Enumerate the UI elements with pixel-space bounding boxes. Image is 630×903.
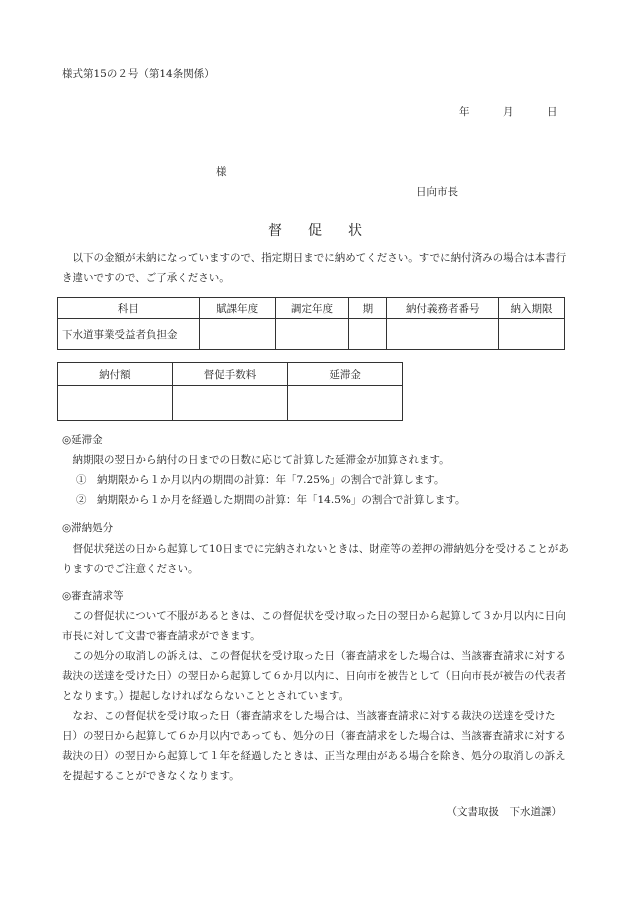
header-due-date: 納入期限 bbox=[499, 298, 565, 319]
table-row bbox=[58, 386, 403, 421]
header-determination-year: 調定年度 bbox=[275, 298, 349, 319]
cell-period bbox=[349, 319, 387, 350]
late-fee-item-1: ① 納期限から１か月以内の期間の計算：年「7.25%」の割合で計算します。 bbox=[76, 474, 445, 486]
review-paragraph-3: なお、この督促状を受け取った日（審査請求をした場合は、当該審査請求に対する裁決の送達を受けた日）の翌日から起算して６か月以内であっても、処分の日（審査請求をした場合は、当該審査請求に対する裁決の日）の翌日から起算して１年を経過したときは、正当な理由がある場合を除き、処分の取消しの訴えを提起することができなくなります。 bbox=[62, 710, 566, 782]
intro-text: 以下の金額が未納になっていますので、指定期日までに納めてください。すでに納付済みの場合は本書行き違いですので、ご了承ください。 bbox=[62, 252, 567, 284]
delinquency-heading: ◎滞納処分 bbox=[62, 522, 114, 534]
cell-payment-amount bbox=[58, 386, 173, 421]
date-year-label: 年 bbox=[459, 106, 470, 118]
document-handler-note: （文書取扱 下水道課） bbox=[446, 806, 562, 818]
delinquency-body: 督促状発送の日から起算して10日までに完納されないときは、財産等の差押の滞納処分を受けることがありますのでご注意ください。 bbox=[62, 543, 569, 575]
title-char: 状 bbox=[348, 223, 362, 239]
header-late-fee: 延滞金 bbox=[288, 363, 403, 386]
cell-assessment-year bbox=[199, 319, 275, 350]
cell-reminder-fee bbox=[172, 386, 288, 421]
header-subject: 科目 bbox=[58, 298, 200, 319]
billing-table bbox=[57, 297, 565, 350]
form-number: 様式第15の２号（第14条関係） bbox=[62, 68, 215, 80]
title-char: 督 bbox=[268, 223, 282, 239]
header-payer-number: 納付義務者番号 bbox=[387, 298, 499, 319]
issuer-name: 日向市長 bbox=[416, 186, 458, 198]
date-day-label: 日 bbox=[547, 106, 558, 118]
document-title bbox=[0, 220, 630, 240]
table-header-row bbox=[58, 298, 565, 319]
cell-payer-number bbox=[387, 319, 499, 350]
recipient-honorific: 様 bbox=[216, 166, 227, 178]
header-assessment-year: 賦課年度 bbox=[199, 298, 275, 319]
cell-subject: 下水道事業受益者負担金 bbox=[58, 319, 200, 350]
amount-table bbox=[57, 362, 403, 421]
late-fee-body: 納期限の翌日から納付の日までの日数に応じて計算した延滞金が加算されます。 bbox=[72, 454, 450, 466]
header-reminder-fee: 督促手数料 bbox=[172, 363, 288, 386]
title-char: 促 bbox=[308, 223, 322, 239]
review-paragraph-1: この督促状について不服があるときは、この督促状を受け取った日の翌日から起算して３か月以内に日向市長に対して文書で審査請求ができます。 bbox=[62, 610, 566, 642]
cell-late-fee bbox=[288, 386, 403, 421]
cell-due-date bbox=[499, 319, 565, 350]
header-period: 期 bbox=[349, 298, 387, 319]
cell-determination-year bbox=[275, 319, 349, 350]
late-fee-item-2: ② 納期限から１か月を経過した期間の計算：年「14.5%」の割合で計算します。 bbox=[76, 494, 466, 506]
table-row bbox=[58, 319, 565, 350]
header-payment-amount: 納付額 bbox=[58, 363, 173, 386]
table-header-row bbox=[58, 363, 403, 386]
review-paragraph-2: この処分の取消しの訴えは、この督促状を受け取った日（審査請求をした場合は、当該審査請求に対する裁決の送達を受けた日）の翌日から起算して６か月以内に、日向市を被告として（日向市長が被告の代表者となります。）提起しなければならないこととされています。 bbox=[62, 650, 566, 702]
late-fee-heading: ◎延滞金 bbox=[62, 434, 103, 446]
date-month-label: 月 bbox=[503, 106, 514, 118]
review-heading: ◎審査請求等 bbox=[62, 590, 124, 602]
